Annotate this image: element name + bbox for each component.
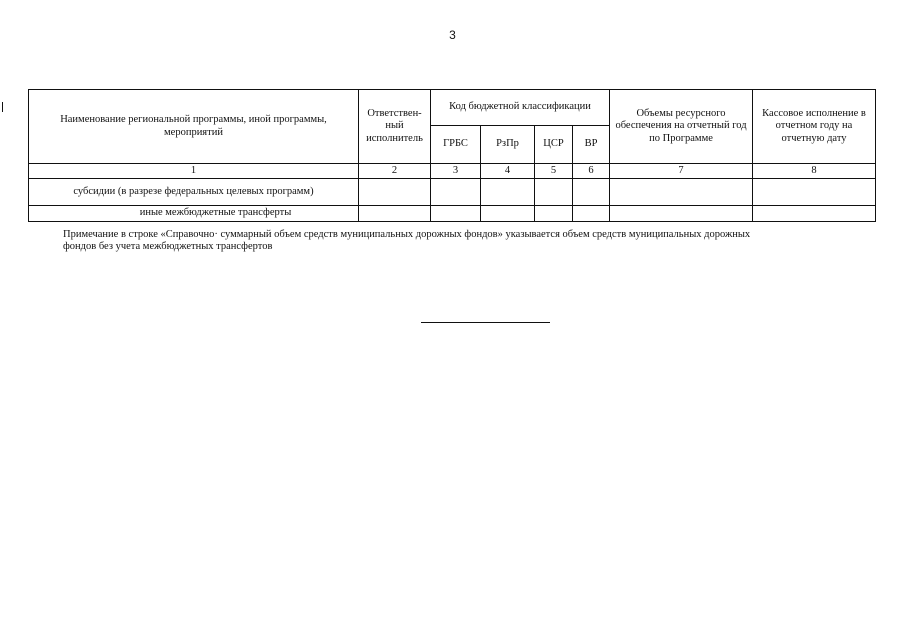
header-budget-code: Код бюджетной классификации	[431, 90, 610, 126]
table-cell	[481, 206, 535, 222]
column-number: 4	[481, 164, 535, 179]
table-cell	[535, 179, 573, 206]
header-vr: ВР	[573, 126, 610, 164]
margin-mark	[2, 102, 3, 112]
page-number: 3	[449, 28, 456, 42]
column-numbers-row	[29, 164, 876, 179]
table-cell	[535, 206, 573, 222]
header-cash-execution: Кассовое исполнение в отчетном году на отчетную дату	[753, 90, 876, 164]
row-label: иные межбюджетные трансферты	[29, 206, 359, 222]
table-cell	[573, 179, 610, 206]
table-cell	[431, 179, 481, 206]
footnote-line-1: Примечание в строке «Справочно· суммарный объем средств муниципальных дорожных фондов» указывается объем средств муниципальных дорожных	[63, 229, 751, 240]
table-cell	[359, 179, 431, 206]
column-number: 2	[359, 164, 431, 179]
table-cell	[481, 179, 535, 206]
column-number: 7	[610, 164, 753, 179]
table-cell	[359, 206, 431, 222]
table-row	[29, 179, 876, 206]
footnote	[63, 229, 853, 253]
column-number: 6	[573, 164, 610, 179]
header-resources: Объемы ресурсного обеспечения на отчетный год по Программе	[610, 90, 753, 164]
header-name: Наименование региональной программы, иной программы, мероприятий	[29, 90, 359, 164]
table-cell	[753, 179, 876, 206]
column-number: 8	[753, 164, 876, 179]
column-number: 1	[29, 164, 359, 179]
column-number: 3	[431, 164, 481, 179]
table-cell	[573, 206, 610, 222]
table-cell	[753, 206, 876, 222]
separator-line	[421, 322, 550, 323]
column-number: 5	[535, 164, 573, 179]
table-cell	[610, 206, 753, 222]
table-row	[29, 206, 876, 222]
budget-table	[28, 89, 876, 222]
header-csr: ЦСР	[535, 126, 573, 164]
header-grbs: ГРБС	[431, 126, 481, 164]
footnote-line-2: фондов без учета межбюджетных трансфертов	[63, 241, 273, 252]
row-label: субсидии (в разрезе федеральных целевых программ)	[29, 179, 359, 206]
table-cell	[431, 206, 481, 222]
header-responsible: Ответствен- ный исполнитель	[359, 90, 431, 164]
header-rzpr: РзПр	[481, 126, 535, 164]
table-cell	[610, 179, 753, 206]
